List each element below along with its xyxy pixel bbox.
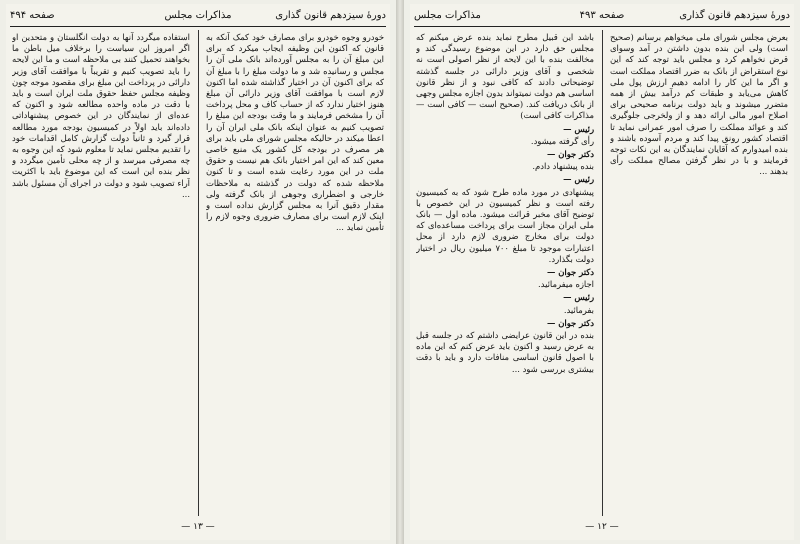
page-header [10, 10, 386, 26]
speech-text: بفرمائید. [563, 304, 594, 315]
page-number: صفحه ۴۹۳ [579, 10, 625, 21]
page-number: صفحه ۴۹۴ [10, 10, 55, 21]
text-column-right [206, 32, 384, 516]
column-text: بعرض مجلس شورای ملی میخواهم برسانم (صحیح است) ولی این بنده بدون داشتن در آمد وسوای قرض نخواهم کرد و مجلس باید توجه کند که این نوع استقراض از بانک به ضرر اقتصاد مملکت است و اگر ما این کار را ادامه دهیم ارزش پول ملی کاهش می‌یابد و طبقات کم درآمد بیش از همه متضرر میشوند و باید دولت برنامه صحیحی برای اصلاح امور مالی ارائه دهد و از ولخرجی جلوگیری کند و عوائد مملکت را صرف امور عمرانی نماید تا اقتصاد کشور رونق پیدا کند و مردم آسوده باشند و بنده امیدوارم که آقایان نمایندگان به این نکات توجه فرمایند و با در نظر گرفتن مصالح مملکت رأی بدهند ... [610, 32, 788, 177]
speaker-name: دکتر جوان — [546, 317, 594, 328]
speech-entry [416, 292, 594, 315]
speech-text: اجازه میفرمائید. [538, 279, 594, 290]
column-text: استفاده میگردد آنها به دولت انگلستان و متحدین او اگر امروز این سیاست را برخلاف میل باطن ما بخواهند تحمیل کنند بی ملاحظه است و ما این لایحه را باید تصویب کنیم و تقریباً با موافقت آقای وزیر دارائی در پرداخت این مبلغ برای مقصود موجه چون وظیفه مجلس حفظ حقوق ملت ایران است و باید با دقت در ماده واحده مطالعه شود و اکنون که عده‌ای از نمایندگان در این خصوص پیشنهاداتی داده‌اند باید اولاً در کمیسیون بودجه مورد مطالعه قرار گیرد و ثانیاً دولت گزارش کامل اقدامات خود را تقدیم مجلس نماید تا معلوم شود که این وجوه به چه مصرفی میرسد و از چه محلی تأمین میگردد و نظر بنده این است که این موضوع باید با اکثریت آراء تصویب شود و دولت در اجرای آن مسئول باشد ... [12, 32, 190, 199]
page-footer-number: — ۱۲ — [585, 522, 619, 532]
column-divider [198, 30, 199, 516]
speech-entry [416, 267, 594, 290]
speaker-name: دکتر جوان — [546, 267, 594, 278]
speech-entry [416, 149, 594, 172]
column-text: خودرو وجوه خودرو برای مصارف خود کمک آنکه به قانون که اکنون این وظیفه ایجاب میکرد که برای این مبلغ آن را به مجلس آورده‌اند بانک ملی آن را مجلس و رسانیده شد و ما دولت مبلغ را با مبلغ آن که برای اکنون آن در اختیار گذاشته شده اما اکنون لازم است با موافقت آقای وزیر دارائی آن مبلغ هنوز اختیار ندارد که از حساب کاف و محل پرداخت آن را مشخص فرمایند و ما وقت بودجه این مبلغ را تصویب کنیم به عنوان اینکه بانک ملی ایران آن را اعطا میکند در حالیکه مجلس شورای ملی باید برای هر مصرف در بودجه کل کشور یک منبع خاصی معین کند که این امر اختیار بانک هم نیست و حقوق ملت در این مورد رعایت شده است و تا کنون ملاحظه شده که دولت در گذشته به ملاحظات خارجی و اضطراری وجوهی از بانک گرفته ولی مقدار دقیق آنرا به مجلس گزارش نداده است و اینک لازم است برای مصارف ضروری وجوه لازم را تأمین نماید ... [206, 32, 384, 233]
right-page [410, 4, 794, 540]
left-page [6, 4, 390, 540]
page-header [414, 10, 790, 26]
speech-text: پیشنهادی در مورد ماده طرح شود که به کمیسیون رفته است و نظر کمیسیون در این خصوص با توضیح آقای مخبر قرائت میشود. ماده اول — بانک ملی ایران مجاز است برای پرداخت مساعده‌ای که دولت برای مخارج ضروری لازم دارد از محل اعتبارات موجود تا مبلغ ۷۰۰ میلیون ریال در اختیار دولت بگذارد. [416, 186, 594, 264]
speech-text: بنده در این قانون عرایضی داشتم که در جلسه قبل به عرض رسید و اکنون باید عرض کنم که این ماده با اصول قانون اساسی منافات دارد و باید با دقت بیشتری بررسی شود ... [416, 330, 594, 374]
text-column-left [416, 32, 594, 516]
text-column-right [610, 32, 788, 516]
section-title: مذاکرات مجلس [164, 10, 232, 21]
speech-entry [416, 174, 594, 265]
volume-title: دورهٔ سیزدهم قانون گذاری [275, 10, 386, 21]
book-gutter [396, 0, 404, 544]
speaker-name: رئیس — [563, 174, 594, 185]
speaker-name: رئیس — [563, 292, 594, 303]
speaker-name: دکتر جوان — [546, 149, 594, 160]
page-footer-number: — ۱۳ — [181, 522, 215, 532]
speech-entry [416, 124, 594, 147]
column-divider [602, 30, 603, 516]
header-rule [10, 26, 386, 27]
text-column-left [12, 32, 190, 516]
speech-entry [416, 318, 594, 375]
column-paragraph: باشد این قبیل مطرح نماید بنده عرض میکنم که مجلس حق دارد در این موضوع رسیدگی کند و مخالفت بنده با این لایحه از نظر اصولی است نه شخصی و آقای وزیر دارائی در جلسه گذشته توضیحاتی دادند که کافی نبود و از نظر قانون اساسی هم دولت نمیتواند بدون اجازه مجلس وجهی از بانک دریافت کند. (صحیح است — کافی است — مذاکرات کافی است) [416, 32, 594, 121]
speech-text: بنده پیشنهاد دادم. [532, 161, 594, 172]
speaker-name: رئیس — [563, 123, 594, 134]
volume-title: دورهٔ سیزدهم قانون گذاری [679, 10, 790, 21]
header-rule [414, 26, 790, 27]
section-title: مذاکرات مجلس [414, 10, 481, 21]
speech-text: رأی گرفته میشود. [530, 135, 594, 146]
